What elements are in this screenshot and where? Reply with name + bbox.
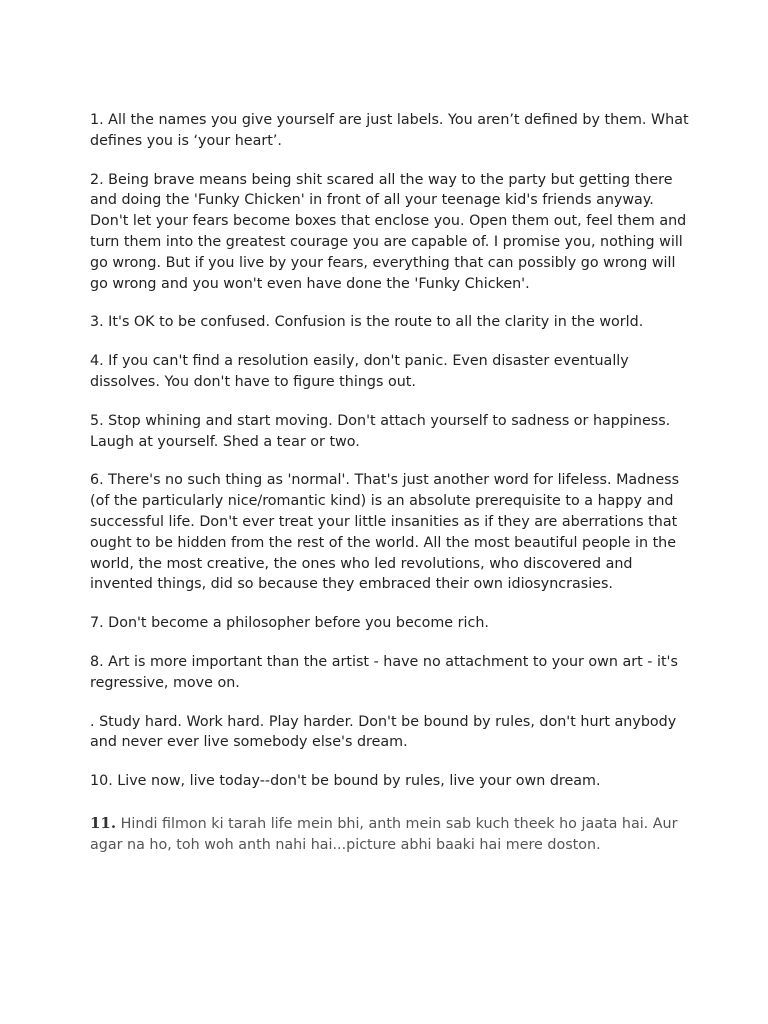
- paragraph-7: 7. Don't become a philosopher before you become rich.: [90, 615, 489, 632]
- paragraph-11-text: Hindi filmon ki tarah life mein bhi, anth mein sab kuch theek ho jaata hai. Aur agar na ho, toh woh anth nahi hai...picture abhi baaki hai mere doston.: [90, 815, 678, 853]
- paragraph-11-number: 11.: [90, 813, 117, 832]
- paragraph-6: 6. There's no such thing as 'normal'. That's just another word for lifeless. Madness (of the particularly nice/romantic kind) is an absolute prerequisite to a happy and successful life. Don't ever treat your little insanities as if they are aberrations that ought to be hidden from the rest of the world. All the most beautiful people in the world, the most creative, the ones who led revolutions, who discovered and invented things, did so because they embraced their own idiosyncrasies.: [90, 472, 680, 593]
- paragraph-11: [90, 813, 690, 856]
- paragraph-4: 4. If you can't find a resolution easily, don't panic. Even disaster eventually dissolves. You don't have to figure things out.: [90, 353, 629, 390]
- paragraph-2: 2. Being brave means being shit scared all the way to the party but getting there and doing the 'Funky Chicken' in front of all your teenage kid's friends anyway. Don't let your fears become boxes that enclose you. Open them out, feel them and turn them into the greatest courage you are capable of. I promise you, nothing will go wrong. But if you live by your fears, everything that can possibly go wrong will go wrong and you won't even have done the 'Funky Chicken'.: [90, 171, 687, 292]
- paragraph-1: 1. All the names you give yourself are just labels. You aren’t defined by them. What defines you is ‘your heart’.: [90, 112, 689, 149]
- paragraph-5: 5. Stop whining and start moving. Don't attach yourself to sadness or happiness. Laugh at yourself. Shed a tear or two.: [90, 412, 671, 450]
- paragraph-10: 10. Live now, live today--don't be bound by rules, live your own dream.: [90, 773, 601, 790]
- paragraph-8: 8. Art is more important than the artist - have no attachment to your own art - it's regressive, move on.: [90, 653, 678, 691]
- paragraph-9: . Study hard. Work hard. Play harder. Don't be bound by rules, don't hurt anybody and never ever live somebody else's dream.: [90, 713, 677, 751]
- document-page: [90, 110, 690, 874]
- paragraph-3: 3. It's OK to be confused. Confusion is the route to all the clarity in the world.: [90, 314, 644, 331]
